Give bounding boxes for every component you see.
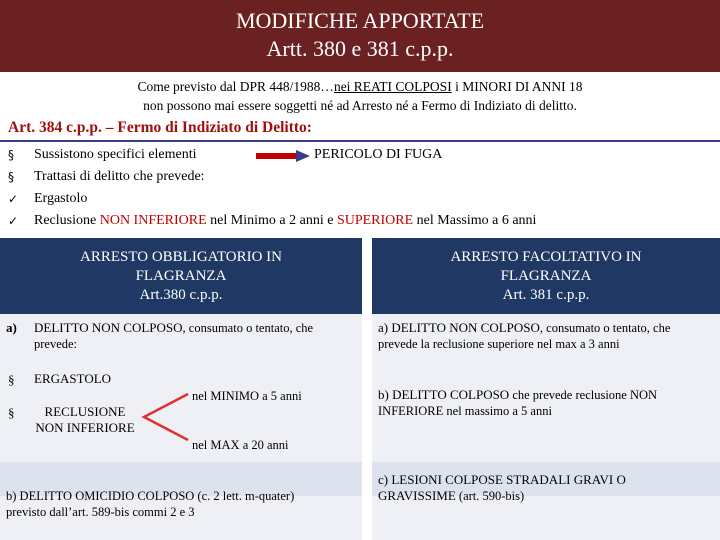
left-item-b xyxy=(6,488,362,520)
item-text: previsto dall’art. 589-bis commi 2 e 3 xyxy=(6,505,195,519)
bullet-marker: § xyxy=(8,405,15,420)
text-part: nel Minimo a 2 anni e xyxy=(206,213,337,228)
reclusione-label xyxy=(20,404,150,436)
intro-text xyxy=(40,77,680,115)
column-divider xyxy=(362,238,372,540)
intro-line-2: non possono mai essere soggetti né ad Arresto né a Fermo di Indiziato di delitto. xyxy=(143,98,577,113)
header-line: Art. 381 c.p.p. xyxy=(502,287,590,303)
intro-line-1 xyxy=(40,77,680,96)
bullet-marker: § xyxy=(8,372,15,387)
item-text: che prevede reclusione NON xyxy=(509,388,658,402)
list-item-text: Trattasi di delitto che prevede: xyxy=(34,169,205,184)
header-line: ARRESTO FACOLTATIVO IN xyxy=(450,249,642,265)
header-line: FLAGRANZA xyxy=(135,268,227,284)
right-item-b xyxy=(378,387,718,419)
header-line: Art.380 c.p.p. xyxy=(139,287,223,303)
highlight-non-inferiore: NON INFERIORE xyxy=(99,213,207,228)
text-part: nel Massimo a 6 anni xyxy=(413,213,537,228)
list-item-extra: PERICOLO DI FUGA xyxy=(314,147,443,162)
article-list xyxy=(8,144,708,232)
list-item-text: Sussistono specifici elementi xyxy=(34,147,197,162)
header-line: ARRESTO OBBLIGATORIO IN xyxy=(80,249,282,265)
max-text: nel MAX a 20 anni xyxy=(192,438,289,452)
item-title: b) DELITTO COLPOSO xyxy=(378,387,510,402)
highlight-superiore: SUPERIORE xyxy=(336,213,414,228)
header-line: FLAGRANZA xyxy=(500,268,592,284)
intro-suffix: i MINORI DI ANNI 18 xyxy=(451,79,583,94)
intro-prefix: Come previsto dal DPR 448/1988… xyxy=(137,79,334,94)
list-item-text: Ergastolo xyxy=(34,191,88,206)
list-item xyxy=(8,144,708,166)
item-title: DELITTO NON COLPOSO xyxy=(34,320,183,335)
item-title: GRAVISSIME xyxy=(378,488,456,503)
item-text: , consumato o tentato, che xyxy=(182,321,314,335)
item-text: prevede la reclusione superiore nel max a 3 anni xyxy=(378,337,620,351)
list-item xyxy=(8,188,708,210)
left-item-a-line1 xyxy=(34,320,360,336)
title-banner xyxy=(0,0,720,72)
title-line-2: Artt. 380 e 381 c.p.p. xyxy=(266,36,454,61)
right-item-a xyxy=(378,320,718,352)
section-marker: § xyxy=(8,170,14,184)
section-marker: § xyxy=(8,148,14,162)
right-item-b-line1 xyxy=(378,387,718,403)
right-item-c xyxy=(378,472,718,504)
right-item-a-line1 xyxy=(378,320,718,336)
item-label-a: a) xyxy=(6,320,17,335)
item-text: prevede: xyxy=(34,337,78,351)
list-item xyxy=(8,210,708,232)
ergastolo-label: ERGASTOLO xyxy=(34,371,112,386)
item-text: , consumato o tentato, che xyxy=(539,321,671,335)
checkmark-icon: ✓ xyxy=(8,192,19,206)
checkmark-icon: ✓ xyxy=(8,214,19,228)
item-text: INFERIORE nel massimo a 5 anni xyxy=(378,404,552,418)
bracket-icon xyxy=(140,392,190,442)
header-arresto-facoltativo xyxy=(372,238,720,314)
arrow-right-icon xyxy=(256,150,310,162)
right-item-c-line2 xyxy=(378,488,718,504)
minimo-text: nel MINIMO a 5 anni xyxy=(192,389,302,403)
reclusione-line: NON INFERIORE xyxy=(35,420,135,435)
item-title: c) LESIONI COLPOSE STRADALI GRAVI O xyxy=(378,472,626,487)
reclusione-line: RECLUSIONE xyxy=(44,404,126,419)
article-title: Art. 384 c.p.p. – Fermo di Indiziato di Delitto: xyxy=(8,119,312,136)
intro-underlined: nei REATI COLPOSI xyxy=(333,79,452,94)
title-line-1: MODIFICHE APPORTATE xyxy=(235,8,485,33)
divider xyxy=(0,140,720,142)
item-title: a) DELITTO NON COLPOSO xyxy=(378,320,540,335)
item-text: (art. 590-bis) xyxy=(455,489,525,503)
header-arresto-obbligatorio xyxy=(0,238,362,314)
item-title: b) DELITTO OMICIDIO COLPOSO (c. 2 lett. m-quater) xyxy=(6,489,295,503)
left-item-a xyxy=(34,320,360,352)
list-item xyxy=(8,166,708,188)
text-part: Reclusione xyxy=(34,213,100,228)
list-item-text xyxy=(34,210,536,232)
